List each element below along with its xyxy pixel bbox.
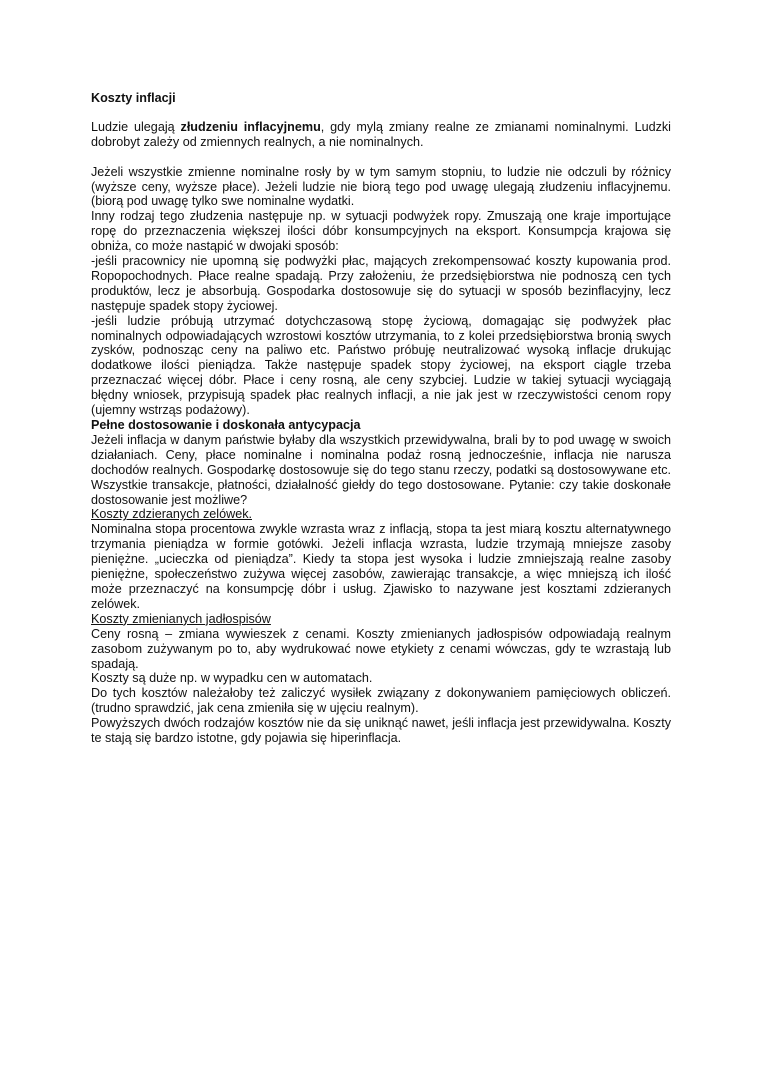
paragraph-vending-machines: Koszty są duże np. w wypadku cen w automatach. bbox=[91, 671, 373, 686]
intro-text-end: , gdy mylą zmiany realne ze zmianami nominalnymi. Ludzki dobrobyt zależy od zmiennych realnych, a nie nominalnych. bbox=[91, 119, 671, 149]
paragraph-unavoidable-costs: Powyższych dwóch rodzajów kosztów nie da się uniknąć nawet, jeśli inflacja jest przewidywalna. Koszty te stają się bardzo istotne, gdy pojawia się hiperinflacja. bbox=[91, 716, 671, 746]
document-page bbox=[91, 91, 671, 746]
paragraph-oil-prices: Inny rodzaj tego złudzenia następuje np. w sytuacji podwyżek ropy. Zmuszają one kraje importujące ropę do przeznaczenia większej ilości dóbr konsumpcyjnych na eksport. Konsumpcja krajowa się obniża, co może nastąpić w dwojaki sposób: bbox=[91, 209, 671, 254]
intro-bold-term: złudzeniu inflacyjnemu bbox=[180, 119, 321, 134]
page-title: Koszty inflacji bbox=[91, 91, 176, 105]
paragraph-menu-costs: Ceny rosną – zmiana wywieszek z cenami. Koszty zmienianych jadłospisów odpowiadają realnym zasobom zużywanym po to, aby wydrukować nowe etykiety z cenami wówczas, gdy te wzrastają lub spadają. bbox=[91, 626, 671, 671]
intro-text-start: Ludzie ulegają bbox=[91, 119, 181, 134]
paragraph-full-adjustment: Jeżeli inflacja w danym państwie byłaby dla wszystkich przewidywalna, brali by to pod uwagę w swoich działaniach. Ceny, płace nominalne i nominalna podaż rosną jednocześnie, inflacja nie narusza dochodów realnych. Gospodarkę dostosowuje się do tego stanu rzeczy, podatki są dostosowywane etc. Wszystkie transakcje, płatności, działalność giełdy do tego dostosowane. Pytanie: czy takie doskonałe dostosowanie jest możliwe? bbox=[91, 432, 671, 507]
paragraph-scenario-one: -jeśli pracownicy nie upomną się podwyżki płac, mających zrekompensować koszty kupowania prod. Ropopochodnych. Płace realne spadają. Przy założeniu, że przedsiębiorstwa nie podnoszą cen tych produktów, lecz je absorbują. Gospodarka dostosowuje się do sytuacji w sposób bezinflacyjny, lecz następuje spadek stopy życiowej. bbox=[91, 254, 671, 313]
section-heading-full-adjustment: Pełne dostosowanie i doskonała antycypacja bbox=[91, 418, 361, 433]
section-heading-menu-costs: Koszty zmienianych jadłospisów bbox=[91, 611, 271, 626]
paragraph-spacer bbox=[91, 150, 671, 165]
paragraph-shoe-leather-costs: Nominalna stopa procentowa zwykle wzrasta wraz z inflacją, stopa ta jest miarą kosztu alternatywnego trzymania pieniądza w formie gotówki. Jeżeli inflacja wzrasta, ludzie trzymają mniejsze zasoby pieniężne. „ucieczka od pieniądza”. Kiedy ta stopa jest wysoka i ludzie zmniejszają realne zasoby pieniężne, społeczeństwo zużywa więcej zasobów, zawierając transakcje, a więc mniejszą ich ilość może przeznaczyć na konsumpcję dóbr i usług. Zjawisko to nazywane jest kosztami zdzieranych zelówek. bbox=[91, 522, 671, 611]
paragraph-mental-calculation: Do tych kosztów należałoby też zaliczyć wysiłek związany z dokonywaniem pamięciowych obliczeń. (trudno sprawdzić, jak cena zmieniła się w ujęciu realnym). bbox=[91, 686, 671, 716]
intro-paragraph bbox=[91, 120, 671, 150]
section-heading-shoe-leather-costs: Koszty zdzieranych zelówek. bbox=[91, 507, 252, 522]
paragraph-nominal-variables: Jeżeli wszystkie zmienne nominalne rosły by w tym samym stopniu, to ludzie nie odczuli by różnicy (wyższe ceny, wyższe płace). Jeżeli ludzie nie biorą tego pod uwagę ulegają złudzeniu inflacyjnemu. (biorą pod uwagę tylko swe nominalne wydatki. bbox=[91, 164, 671, 209]
paragraph-scenario-two: -jeśli ludzie próbują utrzymać dotychczasową stopę życiową, domagając się podwyżek płac nominalnych odpowiadających wzrostowi kosztów utrzymania, to z kolei przedsiębiorstwa bronią swych zysków, podnosząc ceny na paliwo etc. Państwo próbuję neutralizować wysoką inflacje drukując dodatkowe ilości pieniądza. Także następuje spadek stopy życiowej, na eksport ciągle trzeba przeznaczać więcej dóbr. Płace i ceny rosną, ale ceny szybciej. Ludzie w takiej sytuacji wyciągają błędny wniosek, przypisują spadek płac realnych inflacji, a nie jak jest w rzeczywistości cenom ropy (ujemny wstrząs podażowy). bbox=[91, 313, 671, 418]
